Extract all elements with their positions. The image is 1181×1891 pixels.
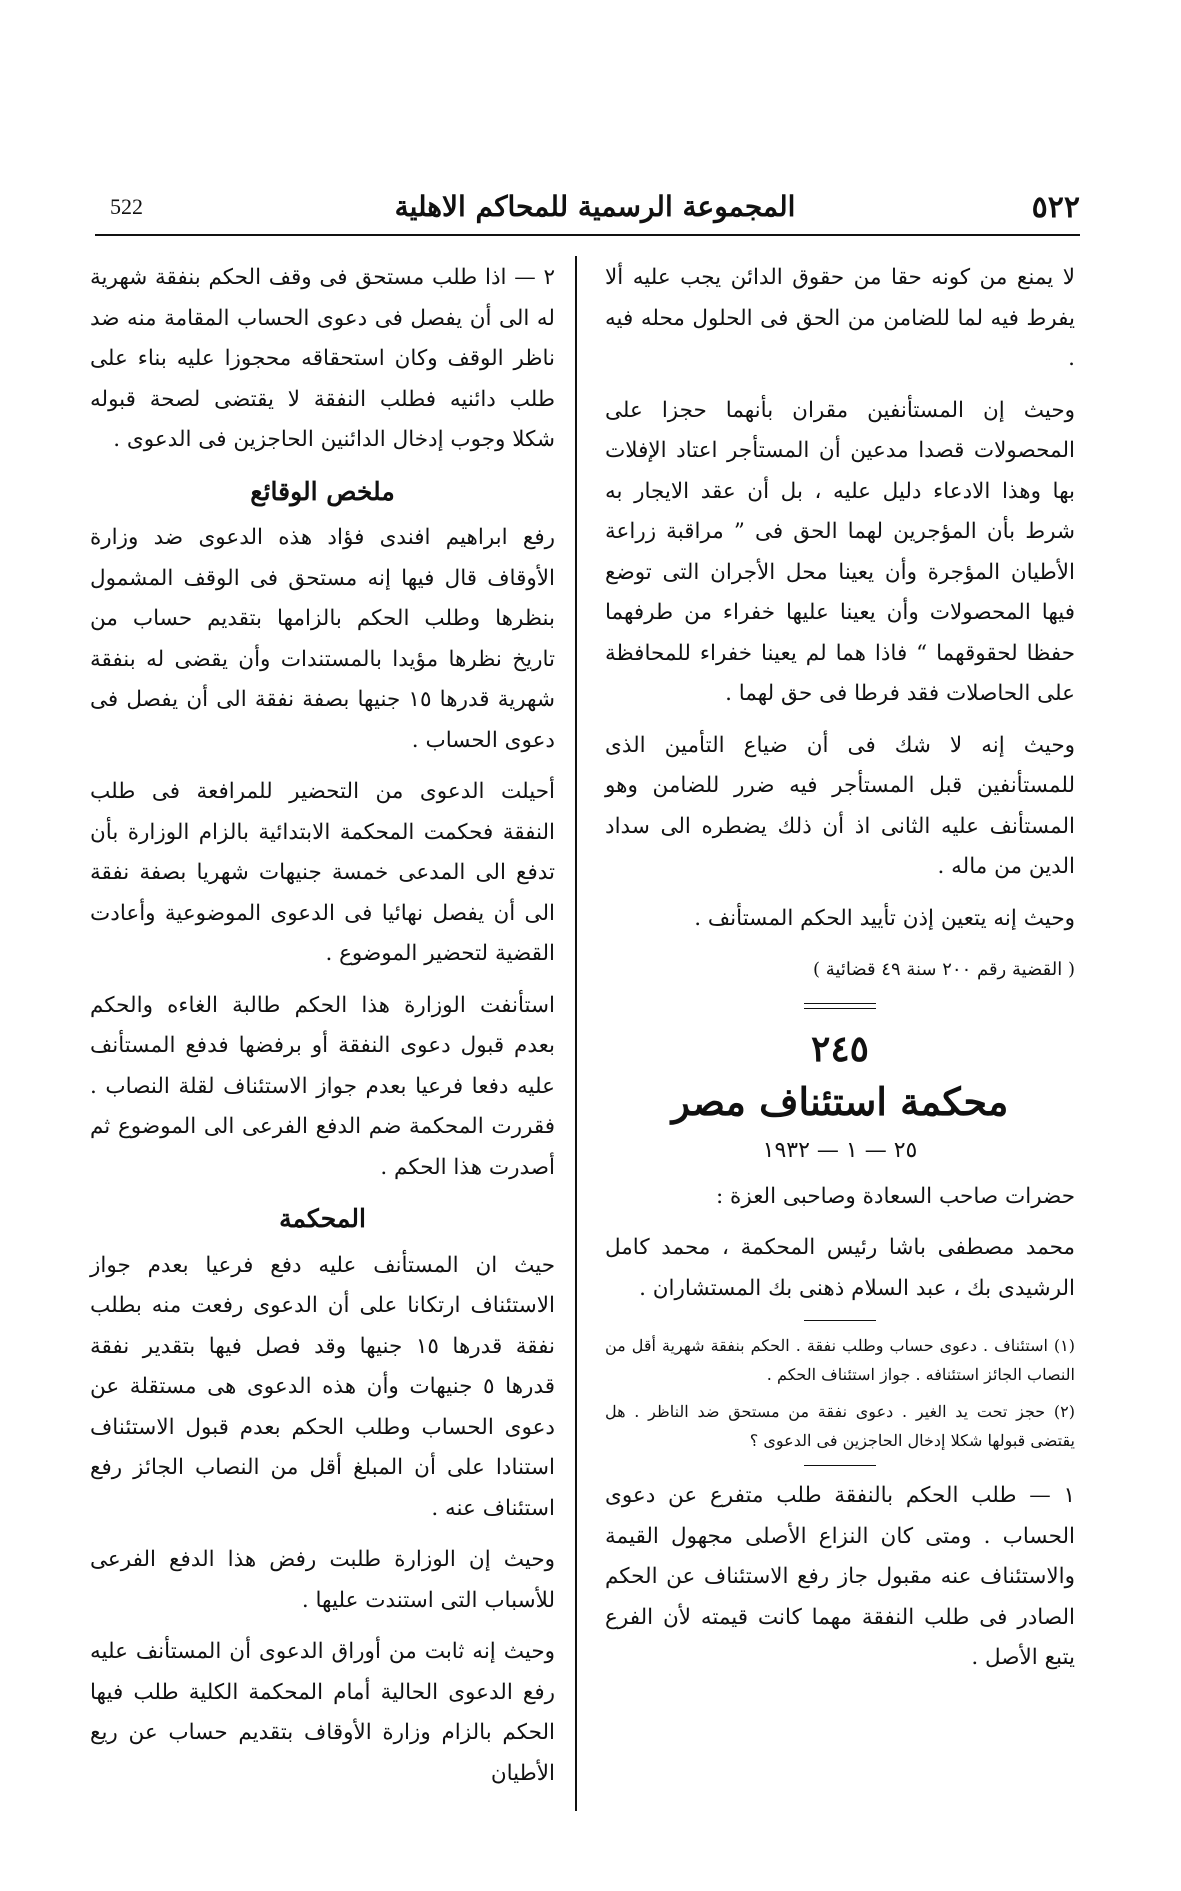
column-divider: [575, 256, 577, 1811]
separator-rule: [804, 1465, 876, 1466]
page-number-arabic: ٥٢٢: [1031, 190, 1080, 225]
judges-list: محمد مصطفى باشا رئيس المحكمة ، محمد كامل الرشيدى بك ، عبد السلام ذهنى بك المستشاران .: [605, 1235, 1075, 1301]
court-name: محكمة استئناف مصر: [671, 1078, 1009, 1124]
case-number: ٢٤٥: [810, 1027, 869, 1070]
paragraph: حيث ان المستأنف عليه دفع فرعيا بعدم جواز الاستئناف ارتكانا على أن الدعوى رفعت منه بطلب نفقة قدرها ١٥ جنيها وقد فصل فيها بتقدير نفقة قدرها ٥ جنيهات وأن هذه الدعوى هى مستقلة عن دعوى الحساب وطلب الحكم بعدم قبول الاستئناف استنادا على أن المبلغ أقل من النصاب الجائز رفع استئناف عنه .: [90, 1252, 556, 1521]
paragraph: استأنفت الوزارة هذا الحكم طالبة الغاءه والحكم بعدم قبول دعوى النفقة أو برفضها فدفع المستأنف عليه دفعا فرعيا بعدم جواز الاستئناف لقلة النصاب . فقررت المحكمة ضم الدفع الفرعى الى الموضوع ثم أصدرت هذا الحكم .: [90, 992, 555, 1180]
legal-principle: ١ — طلب الحكم بالنفقة طلب متفرع عن دعوى الحساب . ومتى كان النزاع الأصلى مجهول القيمة والاستئناف عنه مقبول جاز رفع الاستئناف عن الحكم الصادر فى طلب النفقة مهما كانت قيمته لأن الفرع يتبع الأصل .: [605, 1483, 1075, 1670]
court-heading: المحكمة: [279, 1204, 366, 1233]
paragraph: أحيلت الدعوى من التحضير للمرافعة فى طلب النفقة فحكمت المحكمة الابتدائية بالزام الوزارة بأن تدفع الى المدعى خمسة جنيهات شهريا بصفة نفقة الى أن يفصل نهائيا فى الدعوى الموضوعية وأعادت القضية لتحضير الموضوع .: [90, 779, 555, 966]
page-number-latin: 522: [110, 194, 143, 219]
paragraph: وحيث إنه ثابت من أوراق الدعوى أن المستأنف عليه رفع الدعوى الحالية أمام المحكمة الكلية طلب فيها الحكم بالزام وزارة الأوقاف بتقديم حساب عن ريع الأطيان: [90, 1639, 555, 1786]
case-reference: ( القضية رقم ٢٠٠ سنة ٤٩ قضائية ): [813, 959, 1075, 980]
footnotes: [605, 1331, 1075, 1455]
separator-rule: [804, 1320, 876, 1321]
paragraph: لا يمنع من كونه حقا من حقوق الدائن يجب عليه ألا يفرط فيه لما للضامن من الحق فى الحلول محله فيه .: [605, 265, 1075, 371]
judges-intro: حضرات صاحب السعادة وصاحبى العزة :: [715, 1183, 1075, 1209]
footnote: (٢) حجز تحت يد الغير . دعوى نفقة من مستحق ضد الناظر . هل يقتضى قبولها شكلا إدخال الحاجزين فى الدعوى ؟: [605, 1402, 1075, 1450]
paragraph: وحيث إنه لا شك فى أن ضياع التأمين الذى للمستأنفين قبل المستأجر فيه ضرر للضامن وهو المستأنف عليه الثانى اذ أن ذلك يضطره الى سداد الدين من ماله .: [605, 732, 1075, 879]
paragraph: وحيث إن الوزارة طلبت رفض هذا الدفع الفرعى للأسباب التى استندت عليها .: [90, 1547, 555, 1613]
paragraph: وحيث إنه يتعين إذن تأييد الحكم المستأنف .: [694, 905, 1075, 931]
left-column: [90, 258, 555, 1805]
footnote: (١) استئناف . دعوى حساب وطلب نفقة . الحكم بنفقة شهرية أقل من النصاب الجائز استئنافه . جواز استئناف الحكم .: [605, 1336, 1075, 1384]
separator-rule: [804, 1003, 876, 1009]
paragraph: وحيث إن المستأنفين مقران بأنهما حجزا على المحصولات قصدا مدعين أن المستأجر اعتاد الإفلات بها وهذا الادعاء دليل عليه ، بل أن عقد الايجار به شرط بأن المؤجرين لهما الحق فى ” مراقبة زراعة الأطيان المؤجرة وأن يعينا محل الأجران التى توضع فيها المحصولات وأن يعينا عليها خفراء من طرفهما حفظا لحقوقهما “ فاذا هما لم يعينا خفراء للمحافظة على الحاصلات فقد فرطا فى حق لهما .: [605, 397, 1075, 706]
facts-heading: ملخص الوقائع: [250, 476, 395, 506]
header-rule: [95, 234, 1080, 236]
page-header: [110, 190, 1080, 226]
right-column: [605, 258, 1075, 1690]
legal-principle: ٢ — اذا طلب مستحق فى وقف الحكم بنفقة شهرية له الى أن يفصل فى دعوى الحساب المقامة منه ضد ناظر الوقف وكان استحقاقه محجوزا عليه بناء على طلب دائنيه فطلب النفقة لا يقتضى لصحة قبوله شكلا وجوب إدخال الدائنين الحاجزين فى الدعوى .: [90, 265, 555, 452]
running-title: المجموعة الرسمية للمحاكم الاهلية: [394, 190, 796, 223]
paragraph: رفع ابراهيم افندى فؤاد هذه الدعوى ضد وزارة الأوقاف قال فيها إنه مستحق فى الوقف المشمول بنظرها وطلب الحكم بالزامها بتقديم حساب من تاريخ نظرها مؤيدا بالمستندات وأن يقضى له بنفقة شهرية قدرها ١٥ جنيها بصفة نفقة الى أن يفصل فى دعوى الحساب .: [90, 525, 555, 753]
court-date: ٢٥ — ١ — ١٩٣٢: [762, 1137, 918, 1163]
